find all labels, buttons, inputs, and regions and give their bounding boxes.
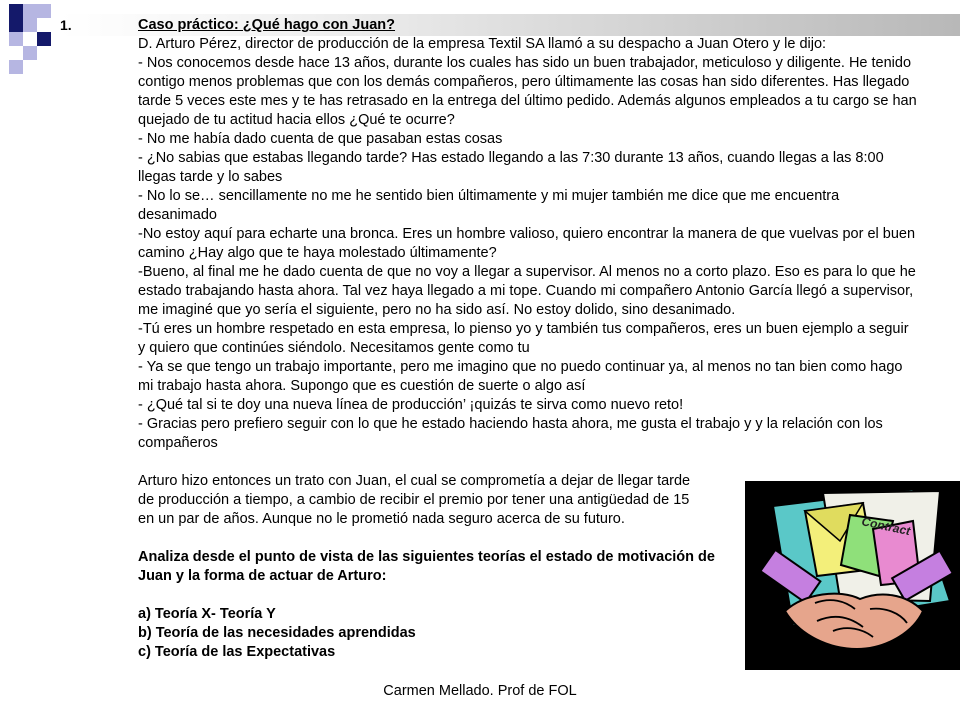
dialogue-line: - Gracias pero prefiero seguir con lo que he estado haciendo hasta ahora, me gusta el trabajo y y la relación con los compañeros <box>138 416 883 451</box>
slide-title: Caso práctico: ¿Qué hago con Juan? <box>138 17 396 33</box>
footer-author: Carmen Mellado. Prof de FOL <box>383 683 577 699</box>
closing-line: de producción a tiempo, a cambio de recibir el premio por tener una antigüedad de 15 <box>138 492 690 508</box>
question-text: Analiza desde el punto de vista de las siguientes teorías el estado de motivación de Juan y la forma de actuar de Arturo: <box>138 549 715 584</box>
contract-handshake-clipart <box>745 481 960 670</box>
theory-item: c) Teoría de las Expectativas <box>138 644 336 660</box>
closing-line: Arturo hizo entonces un trato con Juan, el cual se comprometía a dejar de llegar tarde <box>138 473 691 489</box>
paragraph-intro: D. Arturo Pérez, director de producción de la empresa Textil SA llamó a su despacho a Juan Otero y le dijo: <box>138 36 827 52</box>
theory-item: b) Teoría de las necesidades aprendidas <box>138 625 416 641</box>
dialogue-line: - Ya se que tengo un trabajo importante, pero me imagino que no puedo continuar ya, al menos no tan bien como hago mi trabajo hasta ahora. Supongo que es cuestión de suerte o algo así <box>138 359 903 394</box>
dialogue-line: - No me había dado cuenta de que pasaban estas cosas <box>138 131 503 147</box>
dialogue-line: -No estoy aquí para echarte una bronca. Eres un hombre valioso, quiero encontrar la manera de que vuelvas por el buen camino ¿Hay algo que te haya molestado últimamente? <box>138 226 916 261</box>
dialogue-line: - ¿Qué tal si te doy una nueva línea de producción’ ¡quizás te sirva como nuevo reto! <box>138 397 684 413</box>
item-number: 1. <box>60 17 72 33</box>
dialogue-line: -Tú eres un hombre respetado en esta empresa, lo pienso yo y también tus compañeros, eres un buen ejemplo a seguir y quiero que continúes siéndolo. Necesitamos gente como tu <box>138 321 909 356</box>
dialogue-line: -Bueno, al final me he dado cuenta de que no voy a llegar a supervisor. Al menos no a corto plazo. Eso es para lo que he estado trabajando hasta ahora. Tal vez haya llegado a mi tope. Cuando mi compañero Antonio García llegó a supervisor, me imaginé que yo sería el siguiente, pero no ha sido así. No estoy dolido, sino desanimado. <box>138 264 916 318</box>
theory-item: a) Teoría X- Teoría Y <box>138 606 276 622</box>
dialogue-line: - Nos conocemos desde hace 13 años, durante los cuales has sido un buen trabajador, meticuloso y diligente. He tenido contigo menos problemas que con los demás compañeros, pero últimamente las cosas han sido diferentes. Has llegado tarde 5 veces este mes y te has retrasado en la entrega del último pedido. Además algunos empleados a tu cargo se han quejado de tu actitud hacia ellos ¿Qué te ocurre? <box>138 55 917 128</box>
dialogue-line: - ¿No sabias que estabas llegando tarde? Has estado llegando a las 7:30 durante 13 años, cuando llegas a las 8:00 llegas tarde y lo sabes <box>138 150 884 185</box>
handshake-icon <box>745 481 960 670</box>
closing-line: en un par de años. Aunque no le prometió nada seguro acerca de su futuro. <box>138 511 625 527</box>
svg-text:Contract: Contract <box>860 514 912 539</box>
dialogue-line: - No lo se… sencillamente no me he sentido bien últimamente y mi mujer también me dice que me encuentra desanimado <box>138 188 840 223</box>
